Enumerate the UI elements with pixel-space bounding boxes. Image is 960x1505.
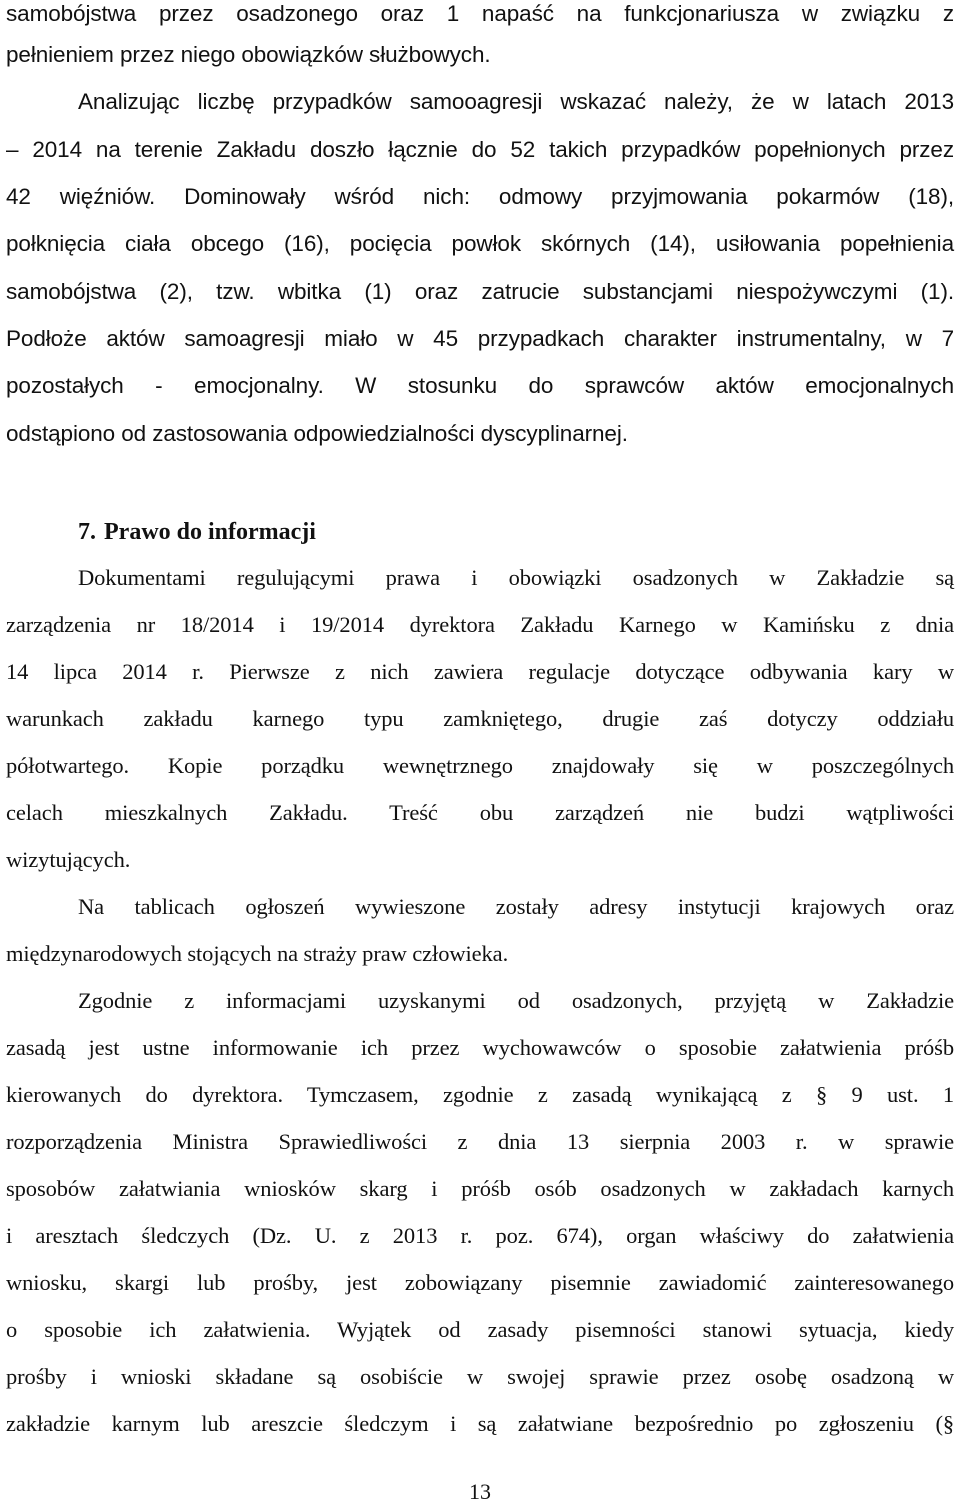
paragraph-line: międzynarodowych stojących na straży praw człowieka. [6, 941, 509, 966]
paragraph-line: 14 lipca 2014 r. Pierwsze z nich zawiera regulacje dotyczące odbywania kary w [6, 659, 954, 684]
paragraph-line: pozostałych - emocjonalny. W stosunku do sprawców aktów emocjonalnych [6, 373, 954, 398]
paragraph-line: kierowanych do dyrektora. Tymczasem, zgodnie z zasadą wynikającą z § 9 ust. 1 [6, 1082, 954, 1107]
paragraph-line: o sposobie ich załatwienia. Wyjątek od zasady pisemności stanowi sytuacja, kiedy [6, 1317, 954, 1342]
paragraph-line: odstąpiono od zastosowania odpowiedzialności dyscyplinarnej. [6, 421, 628, 446]
paragraph-line: warunkach zakładu karnego typu zamkniętego, drugie zaś dotyczy oddziału [6, 706, 954, 731]
paragraph-line: wniosku, skargi lub prośby, jest zobowiązany pisemnie zawiadomić zainteresowanego [6, 1270, 954, 1295]
section-number: 7. [78, 519, 96, 545]
paragraph-line: prośby i wnioski składane są osobiście w swojej sprawie przez osobę osadzoną w [6, 1364, 954, 1389]
paragraph-line: połknięcia ciała obcego (16), pocięcia powłok skórnych (14), usiłowania popełnienia [6, 231, 954, 256]
paragraph-line: 42 więźniów. Dominowały wśród nich: odmowy przyjmowania pokarmów (18), [6, 184, 954, 209]
paragraph-line: rozporządzenia Ministra Sprawiedliwości z dnia 13 sierpnia 2003 r. w sprawie [6, 1129, 954, 1154]
paragraph-line: pełnieniem przez niego obowiązków służbowych. [6, 42, 491, 67]
paragraph-line: samobójstwa przez osadzonego oraz 1 napaść na funkcjonariusza w związku z [6, 1, 954, 26]
paragraph-line: Podłoże aktów samoagresji miało w 45 przypadkach charakter instrumentalny, w 7 [6, 326, 954, 351]
paragraph-line: zarządzenia nr 18/2014 i 19/2014 dyrektora Zakładu Karnego w Kamińsku z dnia [6, 612, 954, 637]
paragraph-line: Dokumentami regulującymi prawa i obowiązki osadzonych w Zakładzie są [78, 565, 954, 590]
paragraph-line: – 2014 na terenie Zakładu doszło łącznie do 52 takich przypadków popełnionych przez [6, 137, 954, 162]
paragraph-line: sposobów załatwiania wniosków skarg i próśb osób osadzonych w zakładach karnych [6, 1176, 954, 1201]
paragraph-line: półotwartego. Kopie porządku wewnętrznego znajdowały się w poszczególnych [6, 753, 954, 778]
page-number: 13 [469, 1479, 491, 1504]
paragraph-line: i aresztach śledczych (Dz. U. z 2013 r. poz. 674), organ właściwy do załatwienia [6, 1223, 954, 1248]
paragraph-line: Na tablicach ogłoszeń wywieszone zostały adresy instytucji krajowych oraz [78, 894, 954, 919]
paragraph-line: Analizując liczbę przypadków samooagresji wskazać należy, że w latach 2013 [78, 89, 954, 114]
section-title: Prawo do informacji [104, 519, 316, 545]
paragraph-line: wizytujących. [6, 847, 131, 872]
paragraph-line: samobójstwa (2), tzw. wbitka (1) oraz zatrucie substancjami niespożywczymi (1). [6, 279, 954, 304]
paragraph-line: zasadą jest ustne informowanie ich przez wychowawców o sposobie załatwienia próśb [6, 1035, 954, 1060]
paragraph-line: Zgodnie z informacjami uzyskanymi od osadzonych, przyjętą w Zakładzie [78, 988, 954, 1013]
paragraph-line: zakładzie karnym lub areszcie śledczym i są załatwiane bezpośrednio po zgłoszeniu (§ [6, 1411, 954, 1436]
paragraph-line: celach mieszkalnych Zakładu. Treść obu zarządzeń nie budzi wątpliwości [6, 800, 954, 825]
section-heading [78, 517, 316, 547]
